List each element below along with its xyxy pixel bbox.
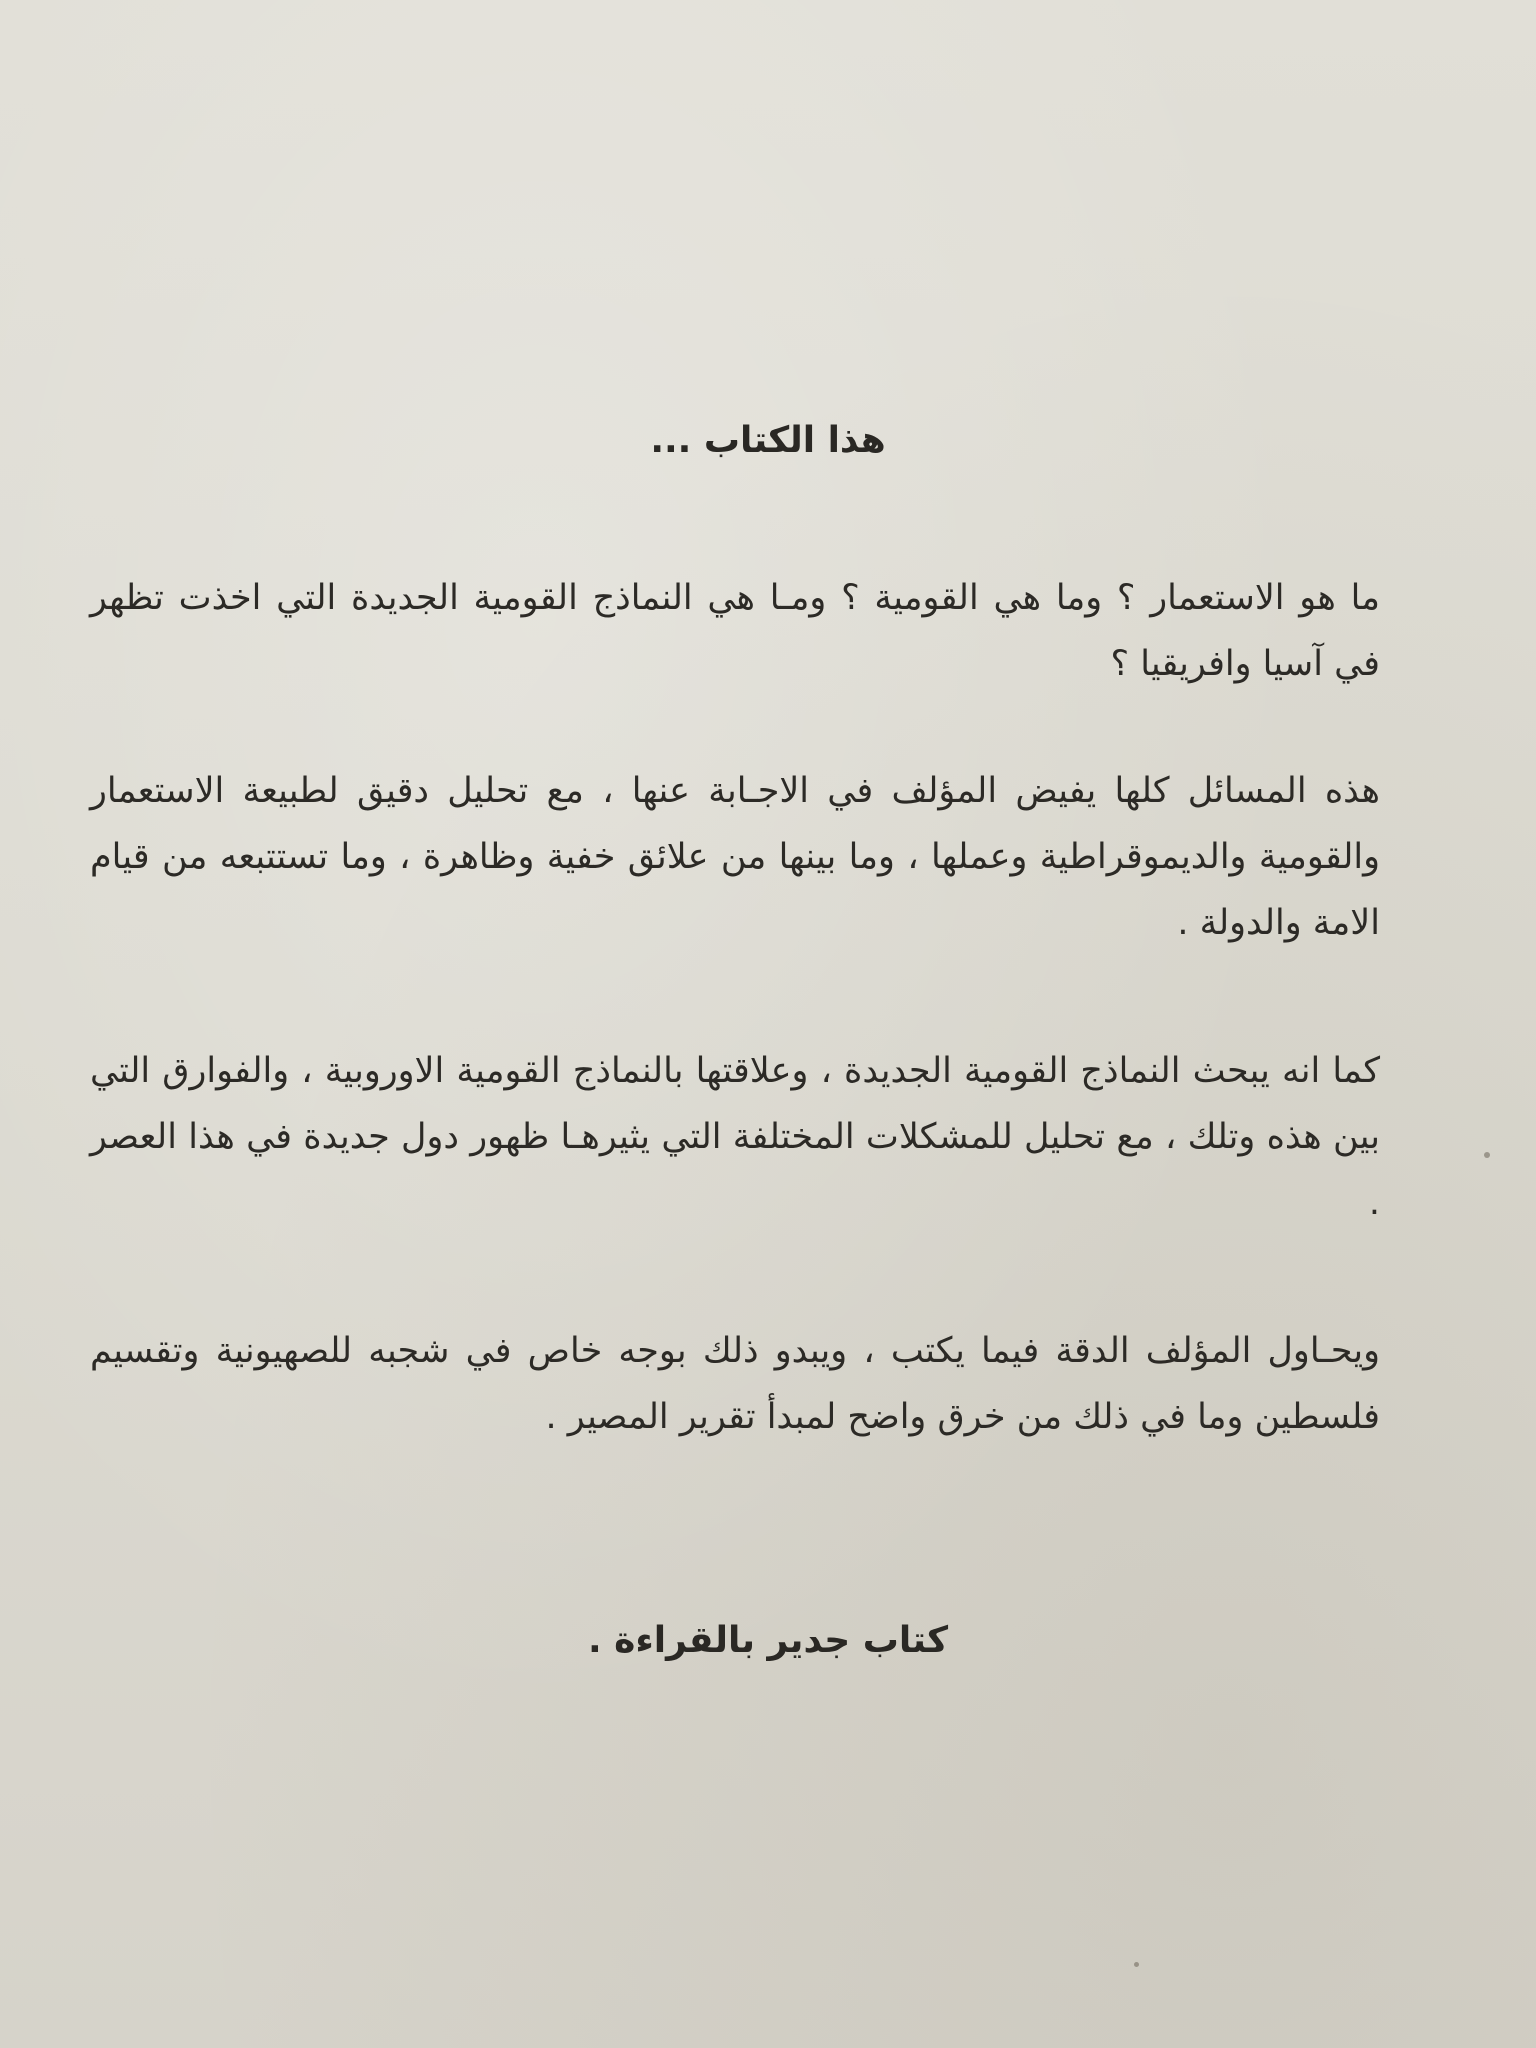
paragraph-1: ما هو الاستعمار ؟ وما هي القومية ؟ ومـا هي النماذج القومية الجديدة التي اخذت تظهر في آسيا وافريقيا ؟ xyxy=(90,578,1380,684)
ink-speck xyxy=(1484,1152,1490,1158)
paragraph-3: كما انه يبحث النماذج القومية الجديدة ، وعلاقتها بالنماذج القومية الاوروبية ، والفوارق التي بين هذه وتلك ، مع تحليل للمشكلات المختلفة التي يثيرهـا ظهور دول جديدة في هذا العصر . xyxy=(90,1051,1380,1223)
page-title: هذا الكتاب ... xyxy=(650,420,886,461)
paragraph-2: هذه المسائل كلها يفيض المؤلف في الاجـابة عنها ، مع تحليل دقيق لطبيعة الاستعمار والقومية والديموقراطية وعملها ، وما بينها من علائق خفية وظاهرة ، وما تستتبعه من قيام الامة والدولة . xyxy=(90,771,1380,943)
closing-line: كتاب جدير بالقراءة . xyxy=(587,1620,949,1661)
paragraph-4: ويحـاول المؤلف الدقة فيما يكتب ، ويبدو ذلك بوجه خاص في شجبه للصهيونية وتقسيم فلسطين وما في ذلك من خرق واضح لمبدأ تقرير المصير . xyxy=(90,1331,1380,1437)
ink-speck xyxy=(1134,1962,1139,1967)
